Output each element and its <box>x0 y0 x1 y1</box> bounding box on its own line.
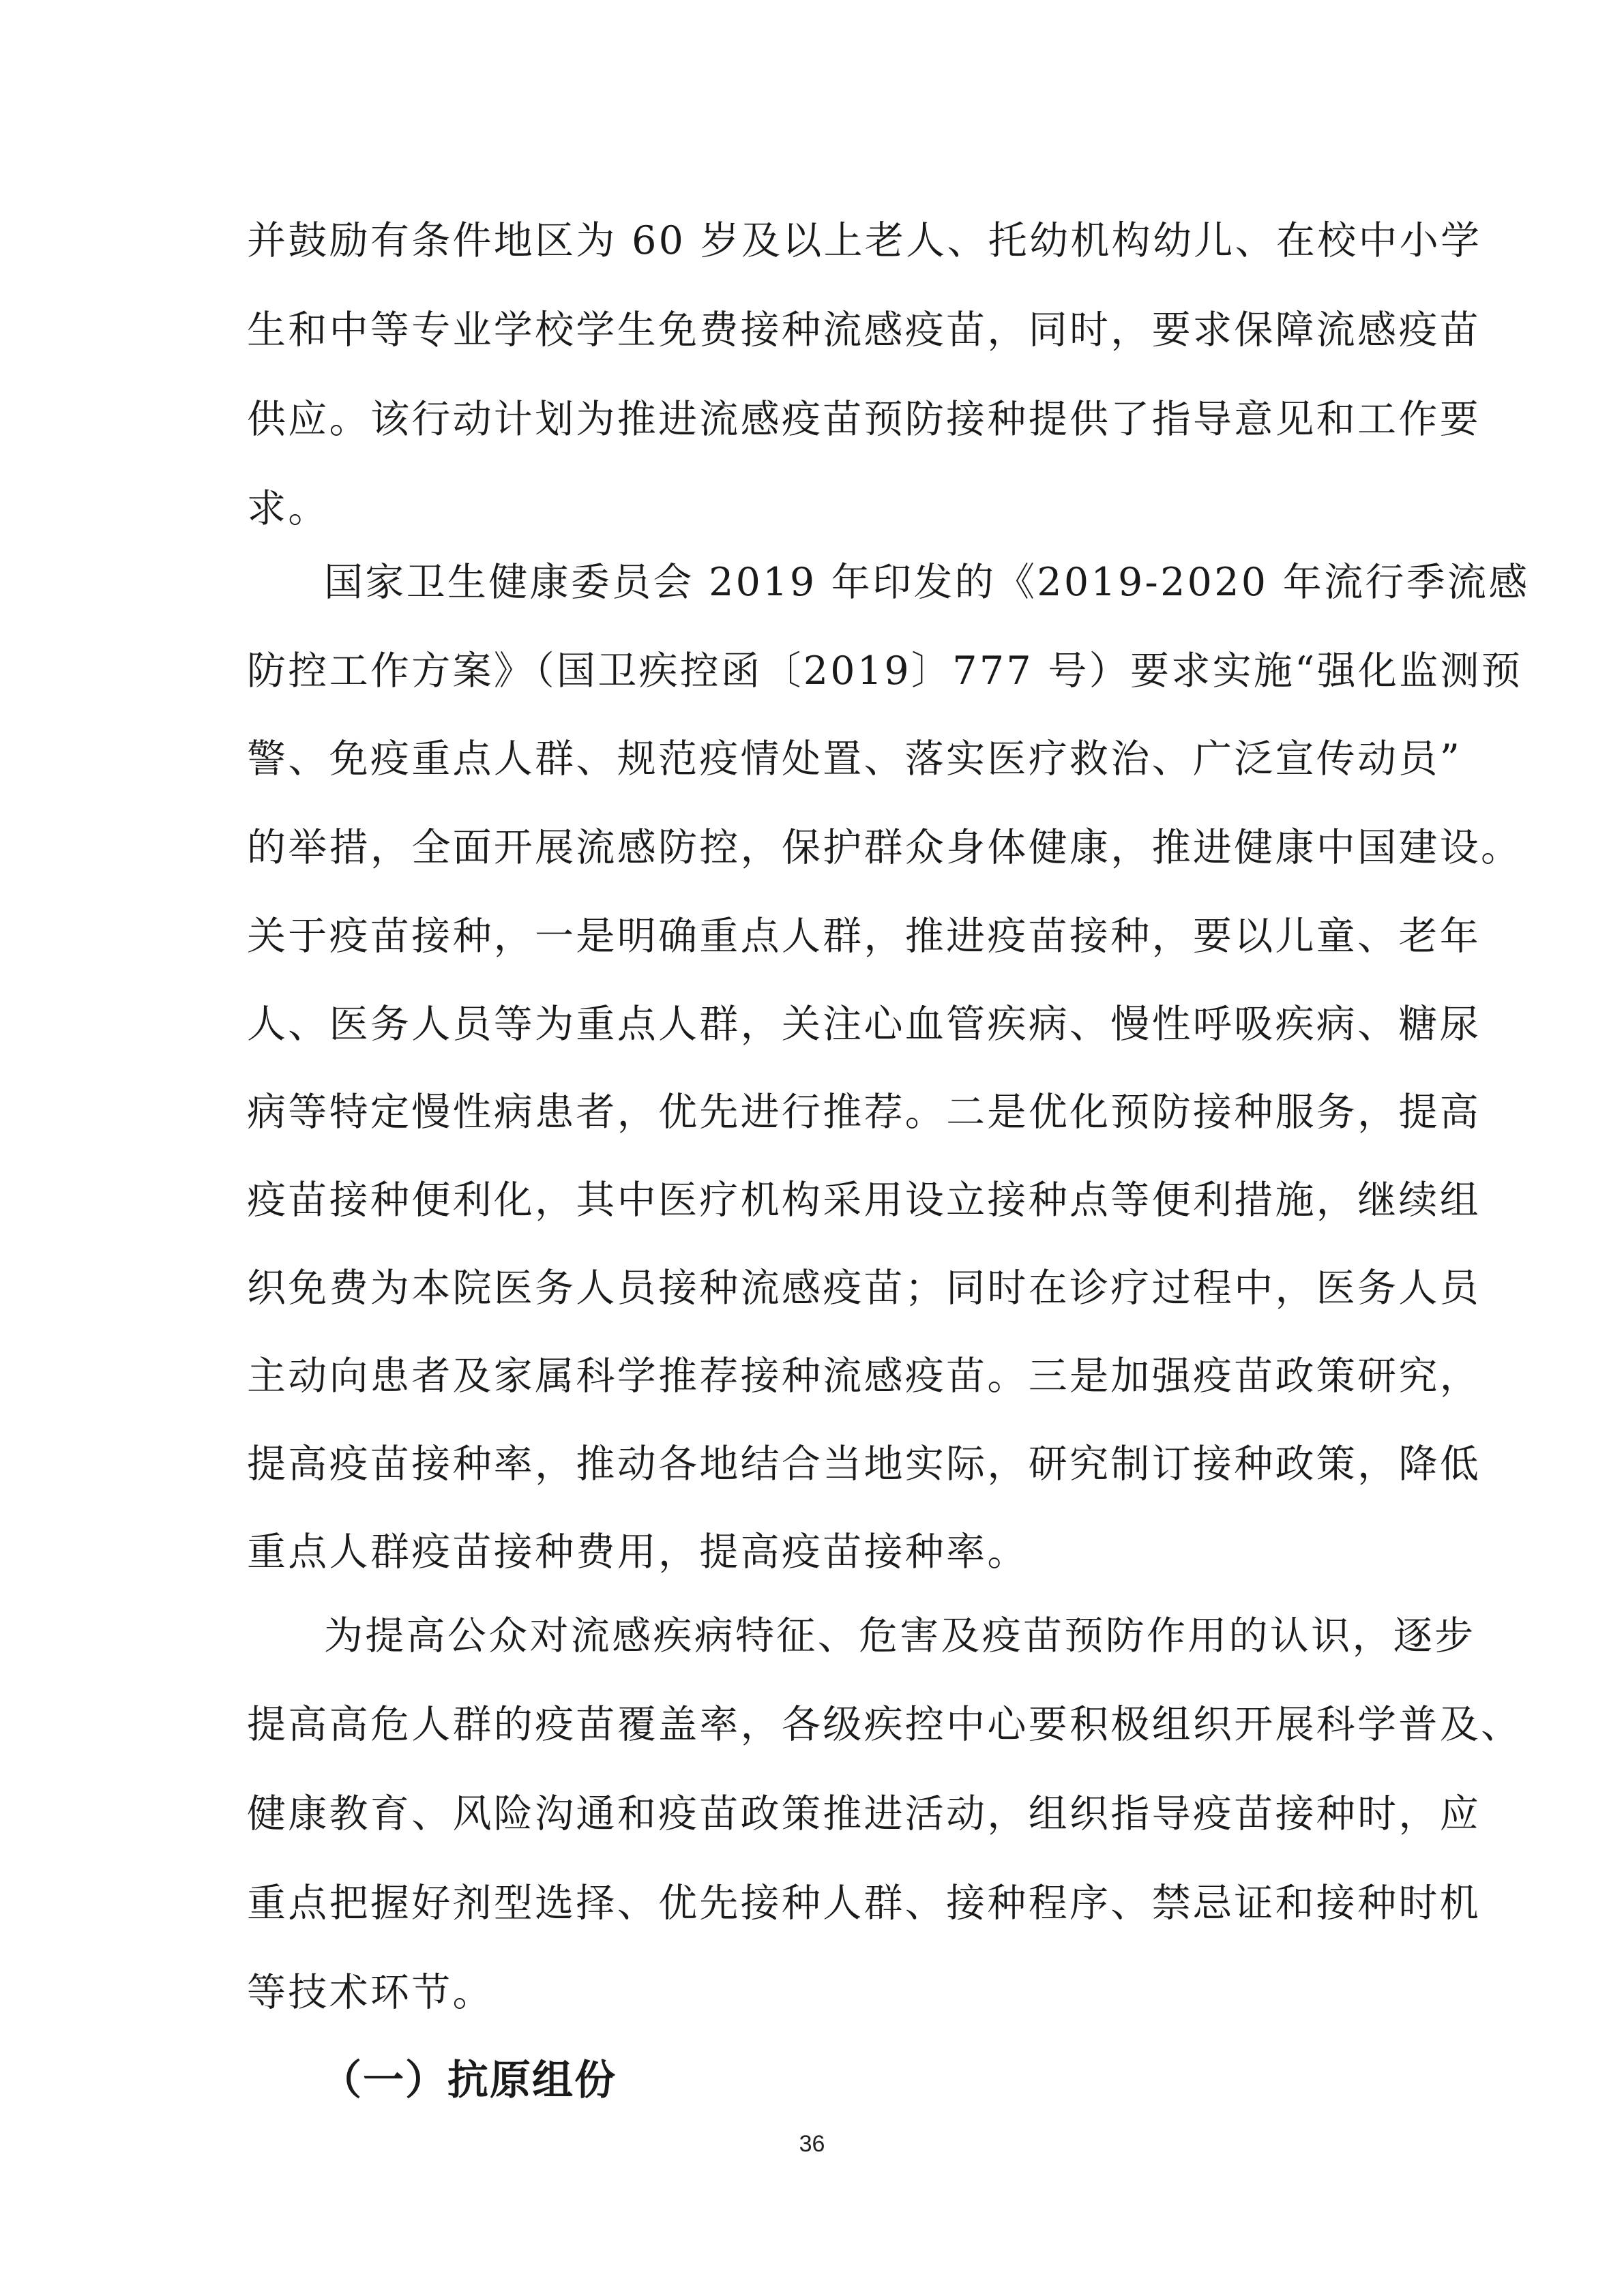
text-line: 等技术环节。 <box>247 1970 494 2015</box>
text-line: 提高疫苗接种率，推动各地结合当地实际，研究制订接种政策，降低 <box>247 1442 1481 1487</box>
text-line: 生和中等专业学校学生免费接种流感疫苗，同时，要求保障流感疫苗 <box>247 308 1481 353</box>
text-line: 国家卫生健康委员会 2019 年印发的《2019-2020 年流行季流感 <box>324 560 1530 605</box>
text-line: 提高高危人群的疫苗覆盖率，各级疾控中心要积极组织开展科学普及、 <box>247 1702 1522 1747</box>
text-line: 求。 <box>247 486 329 531</box>
page-number: 36 <box>799 2131 825 2157</box>
section-heading: （一）抗原组份 <box>321 2057 617 2104</box>
text-line: 防控工作方案》（国卫疾控函〔2019〕777 号）要求实施“强化监测预 <box>247 648 1523 694</box>
text-line: 供应。该行动计划为推进流感疫苗预防接种提供了指导意见和工作要 <box>247 397 1481 442</box>
text-line: 主动向患者及家属科学推荐接种流感疫苗。三是加强疫苗政策研究， <box>247 1354 1481 1399</box>
text-line: 警、免疫重点人群、规范疫情处置、落实医疗救治、广泛宣传动员” <box>247 736 1462 781</box>
text-line: 重点把握好剂型选择、优先接种人群、接种程序、禁忌证和接种时机 <box>247 1881 1481 1926</box>
text-line: 疫苗接种便利化，其中医疗机构采用设立接种点等便利措施，继续组 <box>247 1178 1481 1223</box>
text-line: 为提高公众对流感疾病特征、危害及疫苗预防作用的认识，逐步 <box>324 1613 1476 1658</box>
text-line: 并鼓励有条件地区为 60 岁及以上老人、托幼机构幼儿、在校中小学 <box>247 218 1482 263</box>
text-line: 健康教育、风险沟通和疫苗政策推进活动，组织指导疫苗接种时，应 <box>247 1791 1481 1836</box>
text-line: 病等特定慢性病患者，优先进行推荐。二是优化预防接种服务，提高 <box>247 1090 1481 1135</box>
text-line: 关于疫苗接种，一是明确重点人群，推进疫苗接种，要以儿童、老年 <box>247 914 1481 959</box>
text-line: 人、医务人员等为重点人群，关注心血管疾病、慢性呼吸疾病、糖尿 <box>247 1002 1481 1047</box>
text-line: 织免费为本院医务人员接种流感疫苗；同时在诊疗过程中，医务人员 <box>247 1266 1481 1311</box>
text-line: 重点人群疫苗接种费用，提高疫苗接种率。 <box>247 1530 1029 1575</box>
text-line: 的举措，全面开展流感防控，保护群众身体健康，推进健康中国建设。 <box>247 825 1522 870</box>
